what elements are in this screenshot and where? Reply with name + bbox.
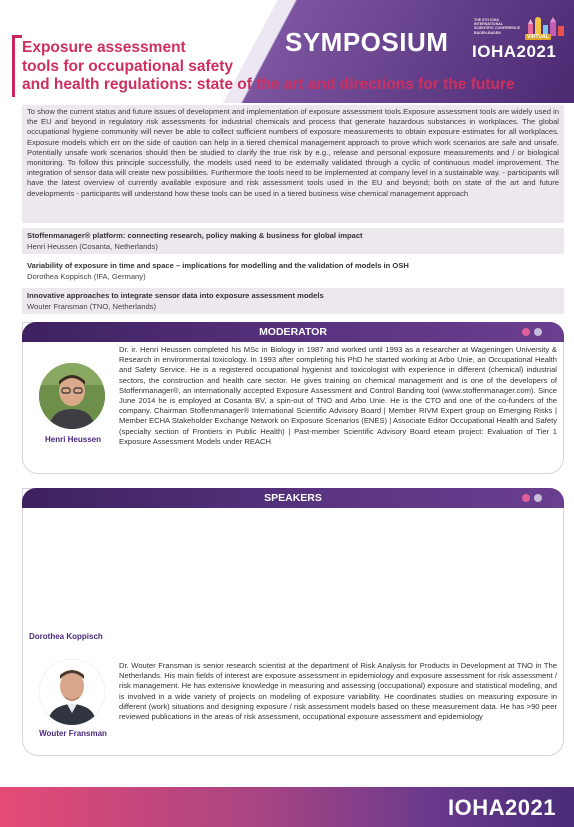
lilac-dot-icon: [534, 328, 542, 336]
pink-dot-icon: [522, 328, 530, 336]
title-line: Exposure assessment: [22, 39, 186, 56]
session-speaker: Wouter Fransman (TNO, Netherlands): [27, 302, 156, 311]
title-line: and health regulations: state of the art and directions for the future: [22, 76, 515, 93]
logo-text-line: INTERNATIONAL: [474, 22, 504, 27]
session-title: Innovative approaches to integrate sensor data into exposure assessment models: [27, 291, 324, 300]
person-photo-icon: [39, 659, 105, 725]
moderator-name: Henri Heussen: [44, 435, 102, 444]
session-speaker: Henri Heussen (Cosanta, Netherlands): [27, 242, 158, 251]
logo-text-line: SCIENTIFIC CONFERENCE: [474, 26, 521, 31]
session-title: Stoffenmanager® platform: connecting research, policy making & business for global impact: [27, 231, 363, 240]
avatar: [39, 363, 105, 429]
virtual-badge: VIRTUAL: [527, 34, 549, 40]
speakers-header: [22, 488, 564, 508]
moderator-card: [22, 322, 564, 474]
symposium-label: SYMPOSIUM: [285, 27, 449, 57]
logo-brand: IOHA2021: [472, 42, 557, 61]
skyline-icon: [526, 16, 568, 36]
session-item: [22, 258, 564, 284]
avatar: [39, 659, 105, 725]
page-footer: [0, 787, 574, 827]
session-speaker: Dorothea Koppisch (IFA, Germany): [27, 272, 146, 281]
logo-text-line: THE 8TH IOHA: [474, 18, 499, 22]
page-header: [0, 0, 574, 103]
moderator-header: [22, 322, 564, 342]
person-photo-icon: [39, 363, 105, 429]
speaker-bio: Dr. Wouter Fransman is senior research scientist at the department of Risk Analysis for Products in Development at TNO in The Netherlands. His main fields of interest are exposure assessment in epidemiology and exposure assessment for risk assessment / risk management. He has extensive knowledge in measuring and assessing (occupational) exposure and statistical modeling, and is involved in a wide variety of projects on modeling of exposure variability. He coordinates studies on measuring exposure in different (work) situations and designing exposure / risk assessment models based on these measurement data. He has >90 peer reviewed publications in the areas of risk assessment, occupational exposure assessment and epidemiology: [119, 661, 557, 722]
moderator-bio: Dr. ir. Henri Heussen completed his MSc in Biology in 1987 and worked until 1993 as a researcher at Wageningen University & Research in environmental toxicology. In 1993 after completing his PhD he started working at Arbo Unie, an Occupational Health and Safety Service. He is a registered occupational hygienist and toxicologist with experience in different (chemical) industrial sectors, the construction and health care sector. He gives training on chemical management and is one of the developers of Stoffenmanager®, an internationally accepted Exposure Assessment and Control Banding tool (www.stoffenmanager.com). Since June 2014 he is employed at Cosanta BV, a spin-out of TNO and Arbo Unie. He is the CTO and one of the co-funders of the company. Chairman Stoffenmanager® International Scientific Advisory Board | Member RIVM Expert group on Emerging Risks | Member ECHA Stakeholder Exchange Network on Exposure Scenarios (ENES) | Associate Editor Occupational Health and Safety (specialty section of Frontiers in Public Health) | Past-member Scientific Advisory Board eteam project: Evaluation of Tier 1 Exposure Assessment Models under REACH: [119, 345, 557, 446]
title-line: tools for occupational safety: [22, 57, 234, 75]
logo-small-text: [474, 18, 520, 35]
intro-paragraph: To show the current status and future issues of development and implementation of exposure assessment tools.Exposure assessment tools are widely used in the EU and beyond in regulatory risk assessments for industrial chemicals and process that generate hazardous substances in workplaces. The global occupational hygiene community will never be able to collect sufficient numbers of exposure measurements to obtain exposure estimates for all workplaces. Exposure models which err on the side of caution can help in a tiered chemical management approach to prove which work scenarios are safe and unsafe. Potentially unsafe work scenarios should then be studied to clarify the true risk by e.g., release and personal exposure measurements and / or biological monitoring. To follow this principle successfully, the models used need to be externally validated through a cyclic of continuous model improvement. The integration of sensor data will create new possibilities. Furthermore the tools need to be implemented at company level in a sustainable way. - participants will have the latest overview of currently available exposure and risk assessment tools used in the EU and beyond; both on state of the art and future developments - participants will understand how these tools can be used in a tiered business wise chemical management approach: [22, 105, 564, 223]
speaker-name: Dorothea Koppisch: [29, 632, 103, 641]
lilac-dot-icon: [534, 494, 542, 502]
session-title: Variability of exposure in time and space – implications for modelling and the validation of models in OSH: [27, 261, 409, 270]
footer-brand: IOHA2021: [448, 795, 556, 820]
pink-dot-icon: [522, 494, 530, 502]
speaker-name: Wouter Fransman: [39, 729, 107, 738]
title-bracket-decoration: [12, 35, 22, 97]
speakers-section-title: SPEAKERS: [264, 492, 322, 504]
moderator-section-title: MODERATOR: [259, 326, 327, 338]
session-item: [22, 228, 564, 254]
logo-text-line: BADEN-BADEN: [474, 30, 501, 35]
speakers-card: [22, 488, 564, 756]
ioha-logo: [470, 12, 570, 64]
session-item: [22, 288, 564, 314]
